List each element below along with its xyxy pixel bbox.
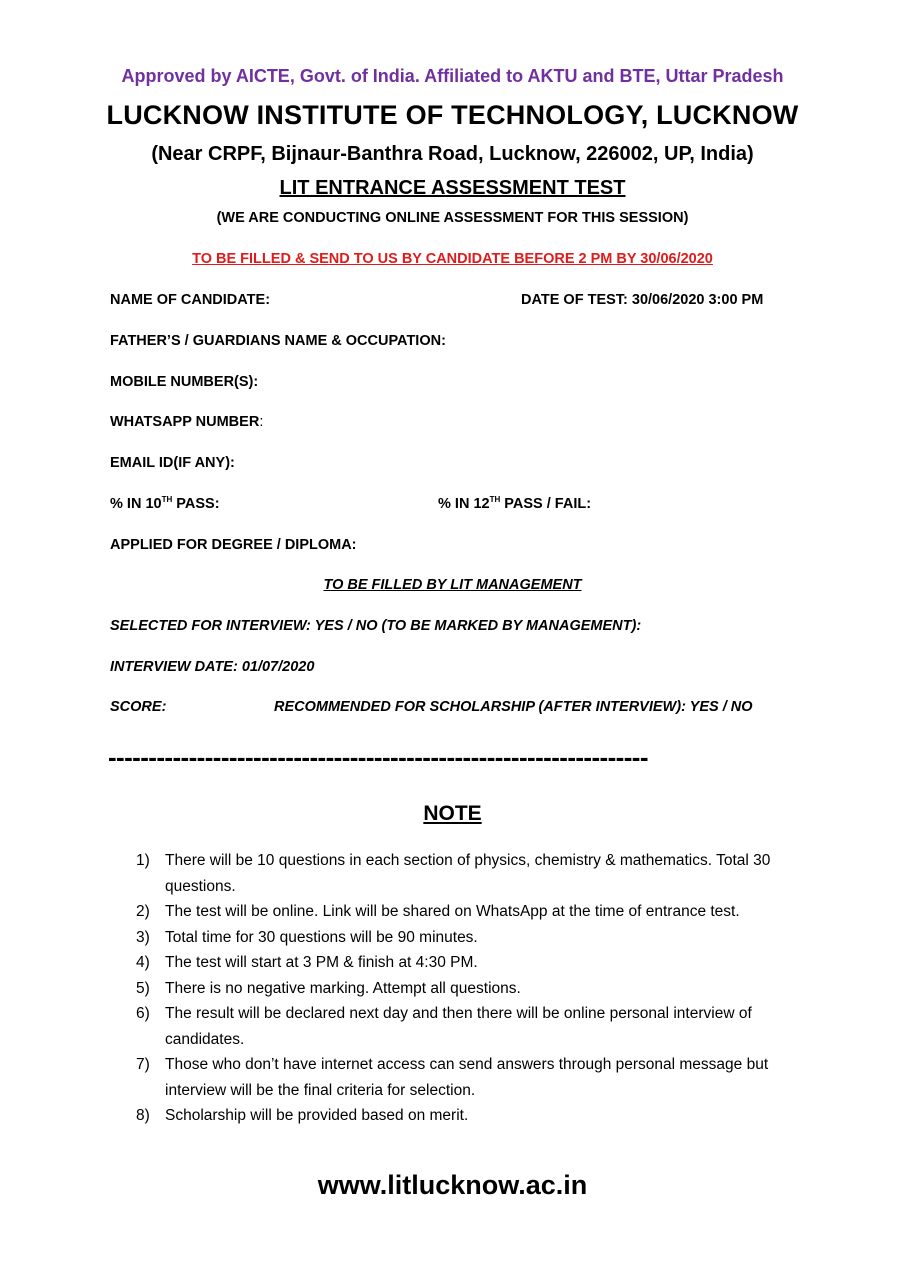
note-item-text: There will be 10 questions in each section of physics, chemistry & mathematics. Total 30 questions. bbox=[165, 852, 771, 895]
note-item-number: 3) bbox=[136, 928, 150, 946]
note-item bbox=[136, 1052, 801, 1103]
note-item-text: Total time for 30 questions will be 90 minutes. bbox=[165, 928, 478, 946]
note-item bbox=[136, 925, 801, 951]
note-item-text: The test will be online. Link will be shared on WhatsApp at the time of entrance test. bbox=[165, 903, 740, 920]
institute-address: (Near CRPF, Bijnaur-Banthra Road, Lucknow, 226002, UP, India) bbox=[151, 143, 754, 165]
note-item-number: 4) bbox=[136, 954, 150, 971]
tenth-suffix: PASS: bbox=[172, 496, 220, 512]
twelfth-superscript: TH bbox=[489, 495, 501, 504]
email-id-label: EMAIL ID(IF ANY): bbox=[110, 455, 235, 471]
note-item-text: There is no negative marking. Attempt all questions. bbox=[165, 979, 521, 997]
selected-for-interview-label: SELECTED FOR INTERVIEW: YES / NO (TO BE MARKED BY MANAGEMENT): bbox=[110, 618, 642, 634]
note-item-number: 6) bbox=[136, 1005, 150, 1022]
whatsapp-number-text: WHATSAPP NUMBER bbox=[110, 414, 260, 430]
tenth-prefix: % IN 10 bbox=[110, 496, 162, 512]
note-item bbox=[136, 848, 801, 899]
note-heading: NOTE bbox=[423, 802, 482, 825]
note-item bbox=[136, 950, 801, 976]
mobile-number-label: MOBILE NUMBER(S): bbox=[110, 374, 259, 390]
submission-deadline: TO BE FILLED & SEND TO US BY CANDIDATE BEFORE 2 PM BY 30/06/2020 bbox=[192, 251, 713, 267]
tenth-percentage-label bbox=[110, 496, 220, 512]
father-guardian-label: FATHER’S / GUARDIANS NAME & OCCUPATION: bbox=[110, 333, 446, 349]
note-item-number: 1) bbox=[136, 852, 150, 869]
interview-date-label: INTERVIEW DATE: 01/07/2020 bbox=[110, 659, 315, 675]
management-section-heading: TO BE FILLED BY LIT MANAGEMENT bbox=[323, 577, 582, 593]
note-item-number: 8) bbox=[136, 1107, 150, 1124]
applied-for-label: APPLIED FOR DEGREE / DIPLOMA: bbox=[110, 537, 357, 553]
note-item-text: Those who don’t have internet access can send answers through personal message but interview will be the final criteria for selection. bbox=[165, 1056, 769, 1099]
note-item-text: The result will be declared next day and then there will be online personal interview of candidates. bbox=[165, 1005, 752, 1048]
note-item-number: 2) bbox=[136, 903, 150, 920]
note-item-number: 5) bbox=[136, 979, 150, 997]
scholarship-recommendation-label: RECOMMENDED FOR SCHOLARSHIP (AFTER INTERVIEW): YES / NO bbox=[274, 699, 753, 715]
note-item bbox=[136, 976, 801, 1002]
note-item-text: Scholarship will be provided based on merit. bbox=[165, 1107, 469, 1124]
dashed-separator: ------------------------------------------------------------------- bbox=[108, 742, 648, 772]
whatsapp-number-label bbox=[110, 414, 263, 430]
twelfth-prefix: % IN 12 bbox=[438, 496, 490, 512]
note-item bbox=[136, 899, 801, 925]
note-item bbox=[136, 1103, 801, 1129]
website-url: www.litlucknow.ac.in bbox=[317, 1170, 588, 1200]
test-title: LIT ENTRANCE ASSESSMENT TEST bbox=[279, 177, 626, 199]
twelfth-suffix: PASS / FAIL: bbox=[500, 496, 592, 512]
date-of-test-label: DATE OF TEST: 30/06/2020 3:00 PM bbox=[521, 292, 764, 308]
note-item-number: 7) bbox=[136, 1056, 150, 1073]
whatsapp-number-colon: : bbox=[259, 414, 264, 430]
score-label: SCORE: bbox=[110, 699, 167, 715]
note-item bbox=[136, 1001, 801, 1052]
note-item-text: The test will start at 3 PM & finish at 4:30 PM. bbox=[165, 954, 478, 971]
note-list bbox=[136, 848, 801, 1129]
tenth-superscript: TH bbox=[161, 495, 173, 504]
institute-name: LUCKNOW INSTITUTE OF TECHNOLOGY, LUCKNOW bbox=[106, 100, 799, 130]
twelfth-percentage-label bbox=[438, 496, 591, 512]
approval-line: Approved by AICTE, Govt. of India. Affiliated to AKTU and BTE, Uttar Pradesh bbox=[121, 66, 784, 86]
online-assessment-note: (WE ARE CONDUCTING ONLINE ASSESSMENT FOR THIS SESSION) bbox=[216, 210, 689, 226]
name-of-candidate-label: NAME OF CANDIDATE: bbox=[110, 292, 271, 308]
